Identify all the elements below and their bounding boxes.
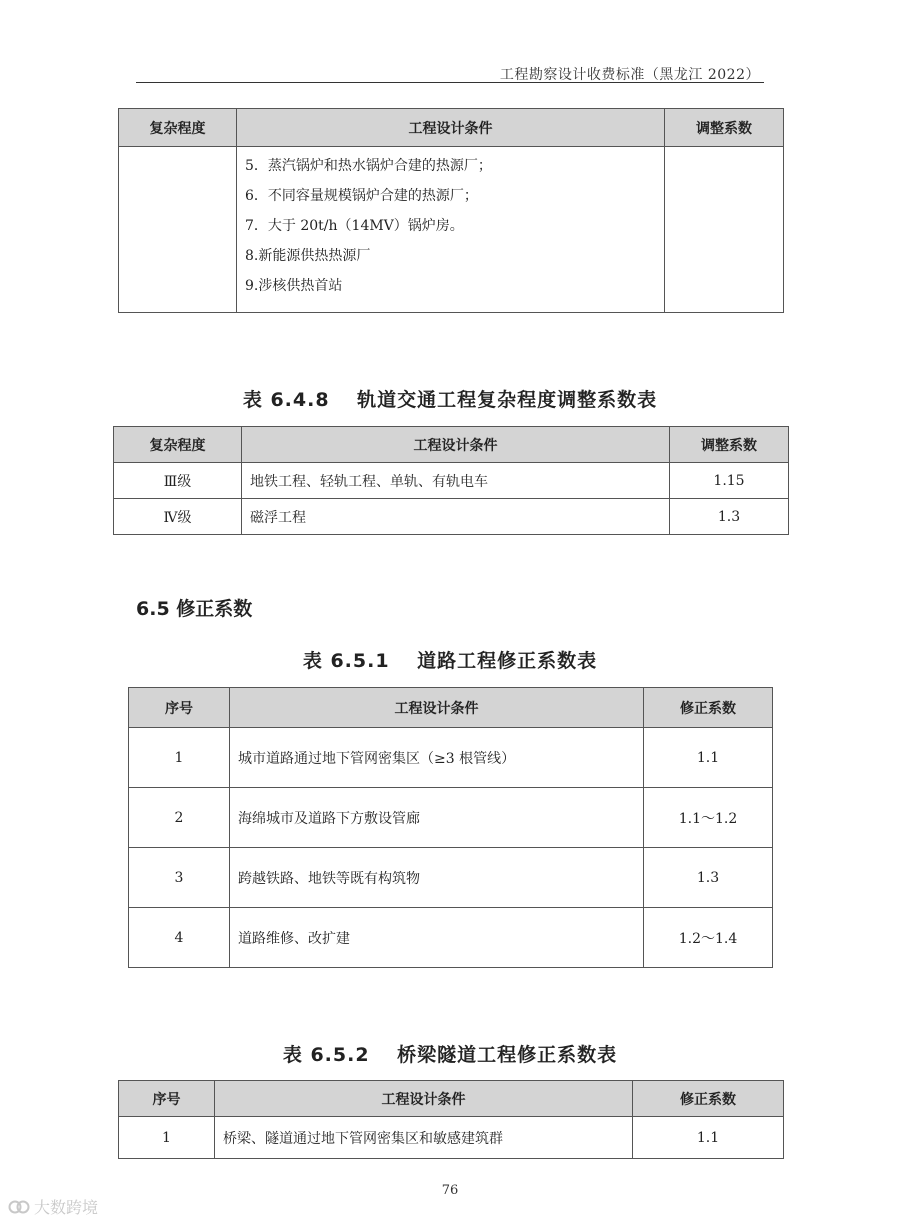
- cell-no: 4: [129, 908, 230, 968]
- table-6-5-2: [118, 1080, 784, 1159]
- cell-condition: 桥梁、隧道通过地下管网密集区和敏感建筑群: [215, 1117, 633, 1159]
- col-header-coef: 调整系数: [665, 109, 784, 147]
- watermark: [8, 1195, 98, 1218]
- cell-condition: 城市道路通过地下管网密集区（≥3 根管线）: [230, 728, 644, 788]
- table-row: [114, 499, 789, 535]
- table-6-4-8: [113, 426, 789, 535]
- cell-no: 1: [119, 1117, 215, 1159]
- table-cell-empty: [665, 147, 784, 313]
- col-header-condition: 工程设计条件: [215, 1081, 633, 1117]
- cell-coef: 1.3: [670, 499, 789, 535]
- col-header-coef: 修正系数: [633, 1081, 784, 1117]
- table-6-5-1: [128, 687, 773, 968]
- list-item: 7．大于 20t/h（14MV）锅炉房。: [245, 218, 464, 234]
- table-caption: 表 6.4.8 轨道交通工程复杂程度调整系数表: [242, 389, 658, 411]
- cell-no: 3: [129, 848, 230, 908]
- cell-coef: 1.1: [644, 728, 773, 788]
- table-row: [129, 848, 773, 908]
- table-cell-empty: [119, 147, 237, 313]
- header-rule: [136, 82, 764, 83]
- section-title: 6.5 修正系数: [136, 598, 253, 620]
- cell-level: Ⅳ级: [114, 499, 242, 535]
- cell-level: Ⅲ级: [114, 463, 242, 499]
- cell-condition: 地铁工程、轻轨工程、单轨、有轨电车: [242, 463, 670, 499]
- cell-no: 1: [129, 728, 230, 788]
- logo-icon: [8, 1199, 30, 1215]
- col-header-complexity: 复杂程度: [114, 427, 242, 463]
- table-row: [114, 463, 789, 499]
- col-header-no: 序号: [119, 1081, 215, 1117]
- cell-coef: 1.1～1.2: [644, 788, 773, 848]
- col-header-condition: 工程设计条件: [242, 427, 670, 463]
- page-number: 76: [441, 1183, 459, 1198]
- table-caption: 表 6.5.1 道路工程修正系数表: [302, 650, 598, 672]
- cell-condition: 跨越铁路、地铁等既有构筑物: [230, 848, 644, 908]
- list-item: 9.涉核供热首站: [245, 278, 343, 294]
- list-item: 6．不同容量规模锅炉合建的热源厂；: [245, 188, 478, 204]
- col-header-complexity: 复杂程度: [119, 109, 237, 147]
- table-caption: 表 6.5.2 桥梁隧道工程修正系数表: [282, 1044, 618, 1066]
- col-header-coef: 修正系数: [644, 688, 773, 728]
- cell-coef: 1.15: [670, 463, 789, 499]
- condition-list: [237, 147, 665, 313]
- table-row: [129, 908, 773, 968]
- list-item: 8.新能源供热热源厂: [245, 248, 371, 264]
- cell-condition: 海绵城市及道路下方敷设管廊: [230, 788, 644, 848]
- cell-coef: 1.3: [644, 848, 773, 908]
- col-header-no: 序号: [129, 688, 230, 728]
- cell-coef: 1.1: [633, 1117, 784, 1159]
- page-header: 工程勘察设计收费标准（黑龙江 2022）: [499, 67, 760, 83]
- col-header-coef: 调整系数: [670, 427, 789, 463]
- cell-condition: 道路维修、改扩建: [230, 908, 644, 968]
- table-row: [129, 728, 773, 788]
- table-row: [119, 1117, 784, 1159]
- table-continued: [118, 108, 784, 313]
- cell-condition: 磁浮工程: [242, 499, 670, 535]
- cell-coef: 1.2～1.4: [644, 908, 773, 968]
- table-row: [129, 788, 773, 848]
- col-header-condition: 工程设计条件: [237, 109, 665, 147]
- watermark-text: 大数跨境: [34, 1198, 99, 1217]
- col-header-condition: 工程设计条件: [230, 688, 644, 728]
- list-item: 5．蒸汽锅炉和热水锅炉合建的热源厂；: [245, 158, 492, 174]
- cell-no: 2: [129, 788, 230, 848]
